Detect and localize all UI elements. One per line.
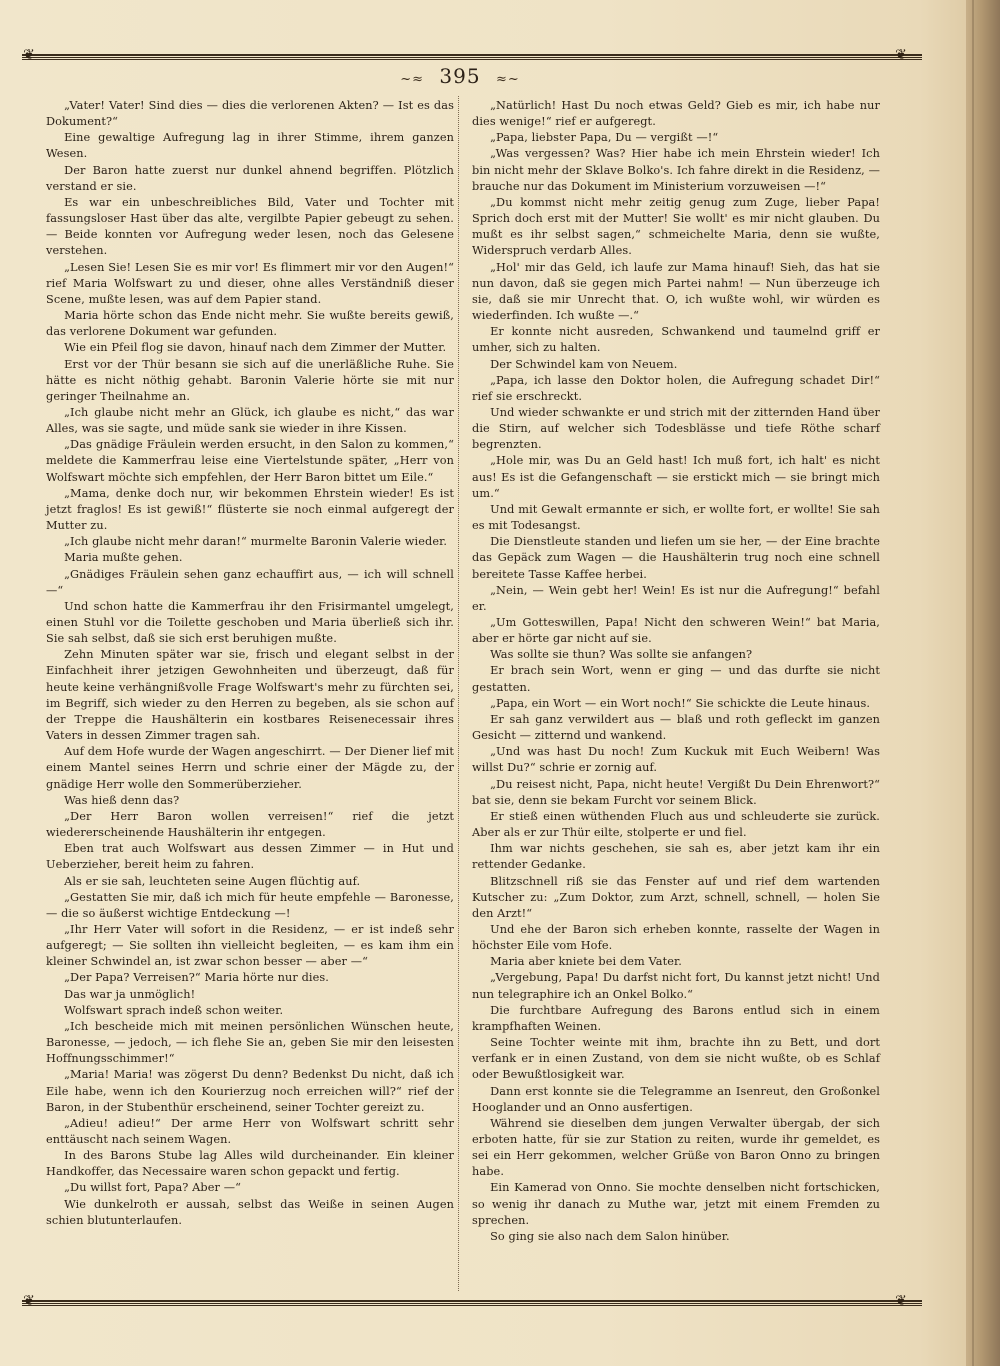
paragraph: Er konnte nicht ausreden, Schwankend und taumelnd griff er umher, sich zu halten. <box>472 325 880 355</box>
paragraph: „Um Gotteswillen, Papa! Nicht den schweren Wein!“ bat Maria, aber er hörte gar nicht auf sie. <box>472 616 880 646</box>
corner-ornament-icon: ❦ <box>895 47 907 63</box>
paragraph: Die Dienstleute standen und liefen um sie her, — der Eine brachte das Gepäck zum Wagen — die Haushälterin trug noch eine schnell bereitete Tasse Kaffee herbei. <box>472 535 880 581</box>
paragraph: Ein Kamerad von Onno. Sie mochte denselben nicht fortschicken, so wenig ihr danach zu Muthe war, jetzt mit einem Fremden zu sprechen. <box>472 1181 880 1227</box>
paragraph: Und wieder schwankte er und strich mit der zitternden Hand über die Stirn, auf welcher sich Todesblässe und tiefe Röthe scharf begrenzten. <box>472 405 880 452</box>
paragraph: Als er sie sah, leuchteten seine Augen flüchtig auf. <box>64 874 361 888</box>
paragraph: „Vater! Vater! Sind dies — dies die verlorenen Akten? — Ist es das Dokument?“ <box>46 99 454 129</box>
paragraph: Er stieß einen wüthenden Fluch aus und schleuderte sie zurück. Aber als er zur Thür eilte, stolperte er und fiel. <box>472 809 880 840</box>
paragraph: Maria mußte gehen. <box>64 551 183 565</box>
paragraph: Eben trat auch Wolfswart aus dessen Zimmer — in Hut und Ueberzieher, bereit heim zu fahren. <box>46 842 454 872</box>
paragraph: „Der Papa? Verreisen?“ Maria hörte nur dies. <box>64 971 329 985</box>
corner-ornament-icon: ❦ <box>23 47 35 63</box>
corner-ornament-icon: ❦ <box>895 1293 907 1309</box>
ornament-right-icon: ≈~ <box>495 72 520 87</box>
paragraph: Wolfswart sprach indeß schon weiter. <box>64 1003 284 1017</box>
column-divider <box>458 96 460 1291</box>
paragraph: „Ihr Herr Vater will sofort in die Residenz, — er ist indeß sehr aufgeregt; — Sie sollten ihn vielleicht begleiten, — es kam ihm ein kleiner Schwindel an, ist zwar schon besser — aber —“ <box>46 922 454 969</box>
top-rule <box>22 54 922 58</box>
paragraph: „Ich glaube nicht mehr daran!“ murmelte Baronin Valerie wieder. <box>64 535 448 549</box>
paragraph: „Du reisest nicht, Papa, nicht heute! Vergißt Du Dein Ehrenwort?“ bat sie, denn sie bekam Furcht vor seinem Blick. <box>472 777 880 807</box>
bottom-rule <box>22 1300 922 1304</box>
paragraph: Er sah ganz verwildert aus — blaß und roth gefleckt im ganzen Gesicht — zitternd und wankend. <box>472 712 880 743</box>
paragraph: Was hieß denn das? <box>64 793 180 807</box>
paragraph: „Maria! Maria! was zögerst Du denn? Bedenkst Du nicht, daß ich Eile habe, wenn ich den Kourierzug noch erreichen will?“ rief der Baron, in der Stubenthür erscheinend, seiner Tochter gereizt zu. <box>46 1068 454 1114</box>
paragraph: Während sie dieselben dem jungen Verwalter übergab, der sich erboten hatte, für sie zur Station zu reiten, wurde ihr gemeldet, es sei ein Herr gekommen, welcher Grüße von Baron Onno zu bringen habe. <box>472 1116 880 1179</box>
paragraph: „Lesen Sie! Lesen Sie es mir vor! Es flimmert mir vor den Augen!“ rief Maria Wolfswart zu und dieser, ohne alles Verständniß dieser Scene, mußte lesen, was auf dem Papier stand. <box>46 260 454 306</box>
paragraph: „Der Herr Baron wollen verreisen!“ rief die jetzt wiedererscheinende Haushälterin ihr entgegen. <box>46 809 454 840</box>
paragraph: Blitzschnell riß sie das Fenster auf und rief dem wartenden Kutscher zu: „Zum Doktor, zum Arzt, schnell, schnell, — holen Sie den Arzt!“ <box>472 874 880 920</box>
corner-ornament-icon: ❦ <box>23 1293 35 1309</box>
left-column <box>46 98 454 1229</box>
paragraph: Und ehe der Baron sich erheben konnte, rasselte der Wagen in höchster Eile vom Hofe. <box>472 922 880 953</box>
paragraph: „Das gnädige Fräulein werden ersucht, in den Salon zu kommen,“ meldete die Kammerfrau leise eine Viertelstunde später, „Herr von Wolfswart möchte sich empfehlen, der Herr Baron bittet um Eile.“ <box>46 438 454 484</box>
paragraph: Der Baron hatte zuerst nur dunkel ahnend begriffen. Plötzlich verstand er sie. <box>46 163 454 193</box>
paragraph: „Natürlich! Hast Du noch etwas Geld? Gieb es mir, ich habe nur dies wenige!“ rief er aufgeregt. <box>472 99 880 129</box>
paragraph: Er brach sein Wort, wenn er ging — und das durfte sie nicht gestatten. <box>472 664 880 694</box>
paragraph: „Papa, ich lasse den Doktor holen, die Aufregung schadet Dir!“ rief sie erschreckt. <box>472 373 880 403</box>
paragraph: Seine Tochter weinte mit ihm, brachte ihn zu Bett, und dort verfank er in einen Zustand, von dem sie nicht wußte, ob es Schlaf oder Bewußtlosigkeit war. <box>472 1036 880 1082</box>
paragraph: „Papa, liebster Papa, Du — vergißt —!“ <box>490 131 719 145</box>
page-number: 395 <box>439 64 481 88</box>
paragraph: „Ich bescheide mich mit meinen persönlichen Wünschen heute, Baronesse, — jedoch, — ich flehe Sie an, geben Sie mir den leisesten Hoffnungsschimmer!“ <box>46 1019 454 1066</box>
paragraph: In des Barons Stube lag Alles wild durcheinander. Ein kleiner Handkoffer, das Necessaire waren schon gepackt und fertig. <box>46 1149 454 1179</box>
paragraph: So ging sie also nach dem Salon hinüber. <box>490 1229 730 1243</box>
page-edge-shadow <box>966 0 1000 1366</box>
paragraph: Erst vor der Thür besann sie sich auf die unerläßliche Ruhe. Sie hätte es nicht nöthig gehabt. Baronin Valerie hörte sie mit nur geringer Theilnahme an. <box>46 357 454 403</box>
paragraph: „Was vergessen? Was? Hier habe ich mein Ehrstein wieder! Ich bin nicht mehr der Sklave Bolko's. Ich fahre direkt in die Residenz, — brauche nur das Dokument im Ministerium vorzuweisen —!“ <box>472 147 880 193</box>
paragraph: Das war ja unmöglich! <box>64 987 196 1001</box>
paragraph: „Gnädiges Fräulein sehen ganz echauffirt aus, — ich will schnell —“ <box>46 567 454 597</box>
paragraph: „Ich glaube nicht mehr an Glück, ich glaube es nicht,“ das war Alles, was sie sagte, und müde sank sie wieder in ihre Kissen. <box>46 405 454 436</box>
paragraph: Dann erst konnte sie die Telegramme an Isenreut, den Großonkel Hooglander und an Onno ausfertigen. <box>472 1084 880 1114</box>
paragraph: „Papa, ein Wort — ein Wort noch!“ Sie schickte die Leute hinaus. <box>490 696 871 710</box>
paragraph: Zehn Minuten später war sie, frisch und elegant selbst in der Einfachheit ihrer jetzigen Gewohnheiten und überzeugt, daß für heute keine verhängnißvolle Frage Wolfswart's mehr zu fürchten sei, im Begriff, sich wieder zu den Herren zu begeben, als sie schon auf der Treppe die Haushälterin ein kostbares Reisenecessair ihres Vaters in dessen Zimmer tragen sah. <box>46 648 454 743</box>
paragraph: „Hol' mir das Geld, ich laufe zur Mama hinauf! Sieh, das hat sie nun davon, daß sie gegen mich Partei nahm! — Nun überzeuge ich sie, daß sie mir Unrecht that. O, ich wußte wohl, wir würden es wiederfinden. Ich wußte —.“ <box>472 260 880 323</box>
paragraph: Maria hörte schon das Ende nicht mehr. Sie wußte bereits gewiß, das verlorene Dokument war gefunden. <box>46 309 454 339</box>
paragraph: Ihm war nichts geschehen, sie sah es, aber jetzt kam ihr ein rettender Gedanke. <box>472 842 880 872</box>
paragraph: Wie ein Pfeil flog sie davon, hinauf nach dem Zimmer der Mutter. <box>64 341 447 355</box>
paragraph: „Adieu! adieu!“ Der arme Herr von Wolfswart schritt sehr enttäuscht nach seinem Wagen. <box>46 1116 454 1146</box>
paragraph: Der Schwindel kam von Neuem. <box>490 357 678 371</box>
paragraph: Und schon hatte die Kammerfrau ihr den Frisirmantel umgelegt, einen Stuhl vor die Toilette geschoben und Maria überließ sich ihr. Sie sah selbst, daß sie sich erst beruhigen mußte. <box>46 599 454 646</box>
paragraph: Was sollte sie thun? Was sollte sie anfangen? <box>490 648 753 662</box>
paragraph: Die furchtbare Aufregung des Barons entlud sich in einem krampfhaften Weinen. <box>472 1003 880 1033</box>
paragraph: Auf dem Hofe wurde der Wagen angeschirrt. — Der Diener lief mit einem Mantel seines Herrn und schrie einer der Mägde zu, der gnädige Herr wolle den Sommerüberzieher. <box>46 745 454 791</box>
paragraph: „Hole mir, was Du an Geld hast! Ich muß fort, ich halt' es nicht aus! Es ist die Gefangenschaft — sie erstickt mich — sie bringt mich um.“ <box>472 454 880 500</box>
paragraph: „Du kommst nicht mehr zeitig genug zum Zuge, lieber Papa! Sprich doch erst mit der Mutter! Sie wollt' es mir nicht glauben. Du mußt es ihr selbst sagen,“ schmeichelte Maria, denn sie wußte, Widerspruch verdarb Alles. <box>472 195 880 258</box>
paragraph: Wie dunkelroth er aussah, selbst das Weiße in seinen Augen schien blutunterlaufen. <box>46 1197 454 1227</box>
paragraph: „Gestatten Sie mir, daß ich mich für heute empfehle — Baronesse, — die so äußerst wichtige Entdeckung —! <box>46 890 454 920</box>
paragraph: „Und was hast Du noch! Zum Kuckuk mit Euch Weibern! Was willst Du?“ schrie er zornig auf. <box>472 745 880 775</box>
page-header <box>0 64 920 88</box>
paragraph: „Vergebung, Papa! Du darfst nicht fort, Du kannst jetzt nicht! Und nun telegraphire ich an Onkel Bolko.“ <box>472 971 880 1001</box>
paragraph: Maria aber kniete bei dem Vater. <box>490 955 682 969</box>
paragraph: Es war ein unbeschreibliches Bild, Vater und Tochter mit fassungsloser Hast über das alte, vergilbte Papier gebeugt zu sehen. — Beide konnten vor Aufregung weder lesen, noch das Gelesene verstehen. <box>46 195 454 258</box>
paragraph: „Mama, denke doch nur, wir bekommen Ehrstein wieder! Es ist jetzt fraglos! Es ist gewiß!“ flüsterte sie noch einmal aufgeregt der Mutter zu. <box>46 486 454 533</box>
paragraph: Eine gewaltige Aufregung lag in ihrer Stimme, ihrem ganzen Wesen. <box>46 131 454 161</box>
right-column <box>472 98 880 1245</box>
paragraph: „Nein, — Wein gebt her! Wein! Es ist nur die Aufregung!“ befahl er. <box>472 583 880 613</box>
ornament-left-icon: ~≈ <box>400 72 425 87</box>
paragraph: Und mit Gewalt ermannte er sich, er wollte fort, er wollte! Sie sah es mit Todesangst. <box>472 502 880 533</box>
paragraph: „Du willst fort, Papa? Aber —“ <box>64 1181 241 1195</box>
